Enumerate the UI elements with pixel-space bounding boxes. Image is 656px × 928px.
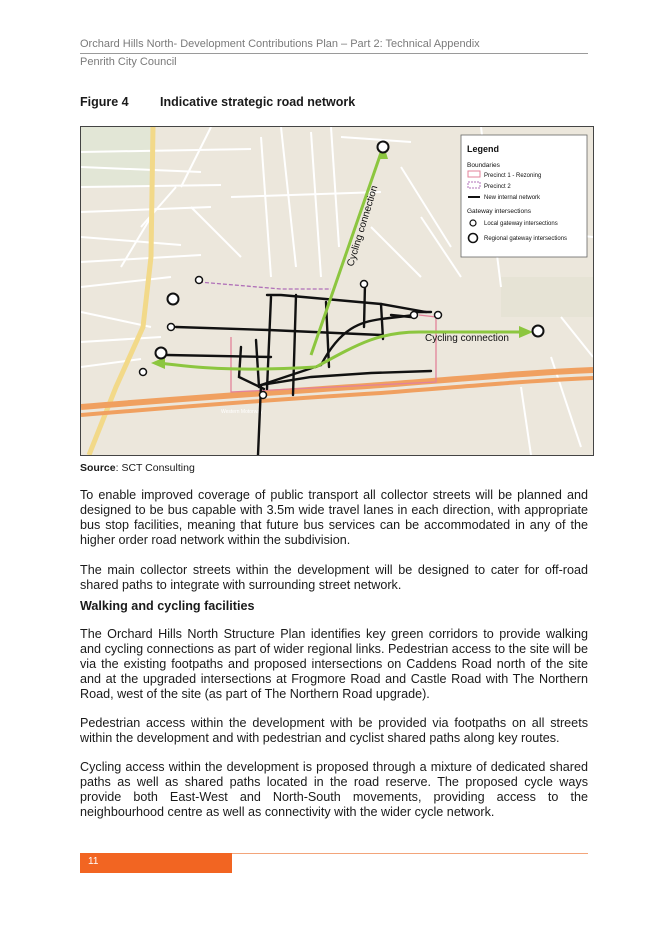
figure-source bbox=[80, 462, 195, 474]
figure-caption bbox=[80, 95, 355, 109]
local-gateway-circle bbox=[196, 277, 203, 284]
park-area bbox=[501, 277, 593, 317]
legend-local-gateway-label: Local gateway intersections bbox=[484, 221, 558, 227]
paragraph-shared-paths: The main collector streets within the development will be designed to cater for off-road shared paths to integrate with surrounding street network. bbox=[80, 563, 588, 592]
local-gateway-circle bbox=[168, 324, 175, 331]
legend-gateway-heading: Gateway intersections bbox=[467, 208, 531, 215]
local-gateway-circle bbox=[411, 312, 418, 319]
legend-regional-gateway-label: Regional gateway intersections bbox=[484, 236, 568, 242]
paragraph-public-transport: To enable improved coverage of public transport all collector streets will be planned and designed to be bus capable with 3.5m wide travel lanes in each direction, with appropriate bus stop facilities, meaning that future bus services can be accommodated in any of the higher order road network within the subdivision. bbox=[80, 488, 588, 547]
regional-gateway-circle bbox=[156, 348, 167, 359]
regional-gateway-circle bbox=[378, 142, 389, 153]
paragraph-pedestrian-access: Pedestrian access within the development with be provided via footpaths on all streets within the development and with pedestrian and cyclist shared paths along key routes. bbox=[80, 716, 588, 745]
legend-local-gateway-swatch bbox=[470, 220, 476, 226]
page-number: 11 bbox=[80, 853, 232, 873]
figure-title: Indicative strategic road network bbox=[160, 95, 356, 109]
map-legend bbox=[461, 135, 587, 257]
council-name: Penrith City Council bbox=[80, 56, 177, 68]
map-svg bbox=[81, 127, 593, 455]
page-header bbox=[80, 38, 588, 68]
local-gateway-circle bbox=[361, 281, 368, 288]
legend-precinct1-label: Precinct 1 - Rezoning bbox=[484, 173, 542, 179]
paragraph-structure-plan: The Orchard Hills North Structure Plan identifies key green corridors to provide walking and cycling connections as part of wider regional links. Pedestrian access to the site will be via the existing footpaths and proposed intersections on Caddens Road north of the site and at the upgraded intersections at Frogmore Road and Castle Road with The Northern Road, west of the site (as part of The Northern Road upgrade). bbox=[80, 627, 588, 701]
legend-network-label: New internal network bbox=[484, 195, 541, 201]
legend-regional-gateway-swatch bbox=[469, 234, 478, 243]
local-gateway-circle bbox=[260, 392, 267, 399]
legend-boundaries-heading: Boundaries bbox=[467, 162, 500, 169]
legend-title: Legend bbox=[467, 144, 500, 154]
motorway-label: Western Motorway bbox=[221, 409, 263, 415]
regional-gateway-circle bbox=[533, 326, 544, 337]
legend-precinct2-label: Precinct 2 bbox=[484, 184, 511, 190]
paragraph-cycling-access: Cycling access within the development is proposed through a mixture of dedicated shared paths as well as shared paths located in the road reserve. The proposed cycle ways provide both East-West and North-South movements, providing access to the neighbourhood centre as well as connectivity with the wider cycle network. bbox=[80, 760, 588, 819]
local-gateway-circle bbox=[140, 369, 147, 376]
regional-gateway-circle bbox=[168, 294, 179, 305]
source-value: : SCT Consulting bbox=[115, 462, 195, 474]
section-heading-walking-cycling: Walking and cycling facilities bbox=[80, 599, 255, 613]
local-gateway-circle bbox=[435, 312, 442, 319]
cycling-label-horizontal: Cycling connection bbox=[425, 333, 509, 344]
road-network-map bbox=[80, 126, 594, 456]
cycling-label-vertical: Cycling connection bbox=[345, 184, 381, 268]
document-title: Orchard Hills North- Development Contributions Plan – Part 2: Technical Appendix bbox=[80, 38, 588, 54]
figure-number: Figure 4 bbox=[80, 95, 129, 109]
source-label: Source bbox=[80, 462, 116, 474]
park-area bbox=[81, 127, 151, 187]
